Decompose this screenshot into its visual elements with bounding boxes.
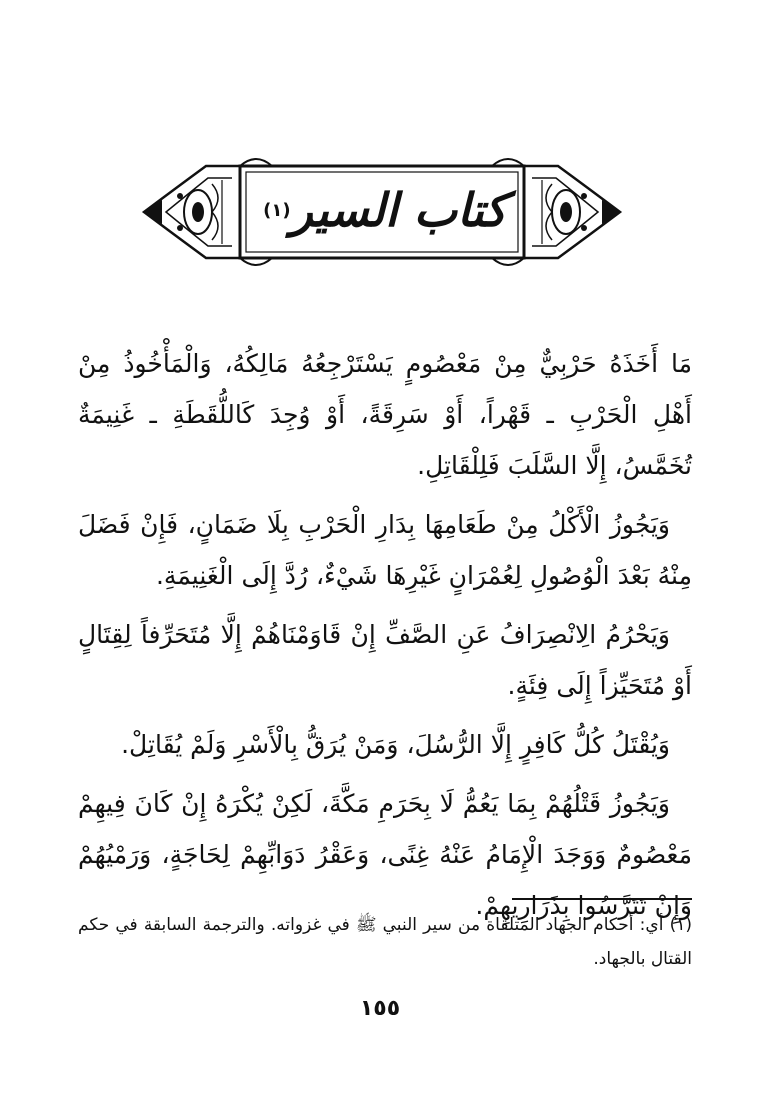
main-text	[78, 338, 692, 939]
right-ornament-icon	[524, 166, 620, 258]
left-ornament-icon	[144, 166, 240, 258]
paragraph-3: وَيَحْرُمُ الِانْصِرَافُ عَنِ الصَّفِّ إِنْ قَاوَمْنَاهُمْ إِلَّا مُتَحَرِّفاً لِقِتَالٍ أَوْ مُتَحَيِّزاً إِلَى فِئَةٍ.	[78, 620, 692, 700]
chapter-title-text: كتاب السير	[290, 183, 507, 237]
page-number: ١٥٥	[359, 996, 401, 1021]
paragraph-2: وَيَجُوزُ الْأَكْلُ مِنْ طَعَامِهَا بِدَارِ الْحَرْبِ بِلَا ضَمَانٍ، فَإِنْ فَضَلَ مِنْهُ بَعْدَ الْوُصُولِ لِعُمْرَانٍ غَيْرِهَا شَيْءٌ، رُدَّ إِلَى الْغَنِيمَةِ.	[78, 510, 692, 590]
paragraph-5: وَيَجُوزُ قَتْلُهُمْ بِمَا يَعُمُّ لَا بِحَرَمِ مَكَّةَ، لَكِنْ يُكْرَهُ إِنْ كَانَ فِيهِمْ مَعْصُومٌ وَوَجَدَ الْإِمَامُ عَنْهُ غِنًى، وَعَقْرُ دَوَابِّهِمْ لِحَاجَةٍ، وَرَمْيُهُمْ وَإِنْ تَتَرَّسُوا بِذَرَارِيهِمْ.	[78, 789, 692, 920]
paragraph-4: وَيُقْتَلُ كُلُّ كَافِرٍ إِلَّا الرُّسُلَ، وَمَنْ يُرَقُّ بِالْأَسْرِ وَلَمْ يُقَاتِلْ.	[121, 730, 670, 759]
chapter-title	[240, 168, 524, 252]
footnote: (١) أي: أحكام الجهاد المتلقاة من سير النبي ﷺ في غزواته. والترجمة السابقة في حكم القتال بالجهاد.	[78, 915, 692, 969]
paragraph-1: مَا أَخَذَهُ حَرْبِيٌّ مِنْ مَعْصُومٍ يَسْتَرْجِعُهُ مَالِكُهُ، وَالْمَأْخُوذُ مِنْ أَهْلِ الْحَرْبِ ـ قَهْراً، أَوْ سَرِقَةً، أَوْ وُجِدَ كَاللُّقَطَةِ ـ غَنِيمَةٌ تُخَمَّسُ، إِلَّا السَّلَبَ فَلِلْقَاتِلِ.	[78, 349, 692, 480]
footnote-separator	[512, 898, 692, 900]
title-footnote-marker: (١)	[263, 199, 291, 221]
